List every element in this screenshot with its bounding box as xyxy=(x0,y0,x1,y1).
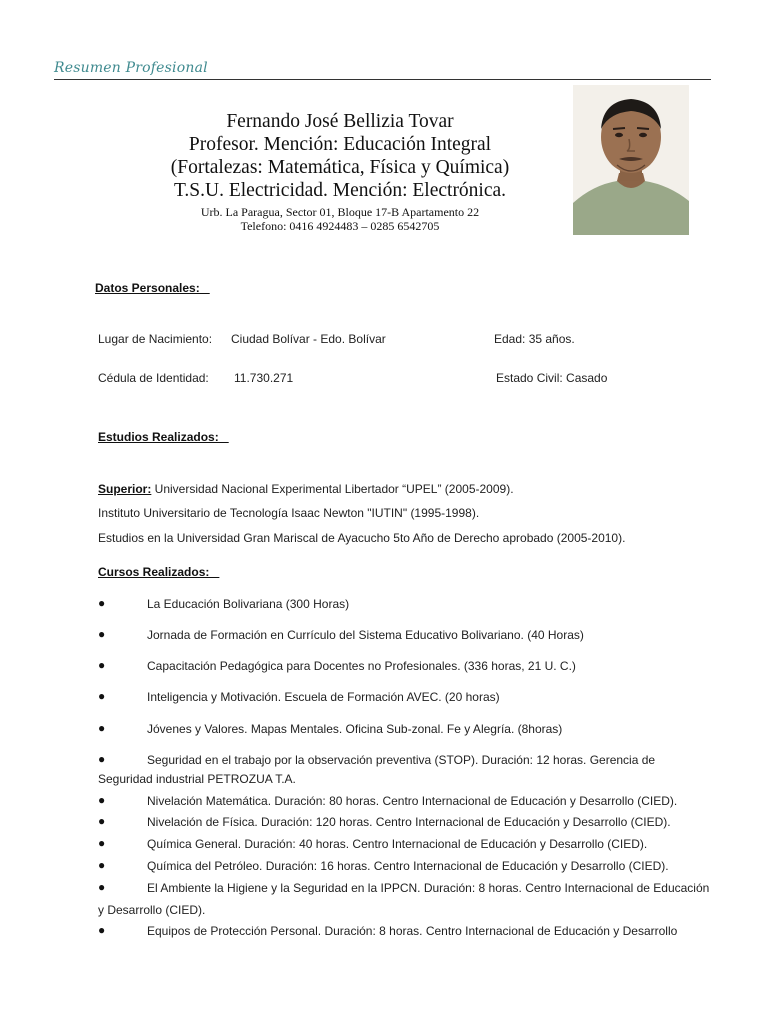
strengths-line: (Fortalezas: Matemática, Física y Química) xyxy=(170,157,510,178)
bullet-icon: ● xyxy=(98,752,106,766)
phone-line: Telefono: 0416 4924483 – 0285 6542705 xyxy=(240,219,440,233)
course-item: Jóvenes y Valores. Mapas Mentales. Oficina Sub-zonal. Fe y Alegría. (8horas) xyxy=(147,722,563,736)
portrait-image xyxy=(573,85,689,235)
course-item: Nivelación Matemática. Duración: 80 horas. Centro Internacional de Educación y Desarrollo (CIED). xyxy=(147,794,678,808)
course-item: Química del Petróleo. Duración: 16 horas. Centro Internacional de Educación y Desarrollo (CIED). xyxy=(147,859,669,873)
bullet-icon: ● xyxy=(98,858,106,872)
course-item: Jornada de Formación en Currículo del Sistema Educativo Bolivariano. (40 Horas) xyxy=(147,628,584,642)
bullet-icon: ● xyxy=(98,627,106,641)
civil-status: Estado Civil: Casado xyxy=(496,371,608,385)
bullet-icon: ● xyxy=(98,880,106,894)
bullet-icon: ● xyxy=(98,923,106,937)
course-item: La Educación Bolivariana (300 Horas) xyxy=(147,597,350,611)
bullet-icon: ● xyxy=(98,836,106,850)
bullet-icon: ● xyxy=(98,793,106,807)
study-ugma: Estudios en la Universidad Gran Mariscal de Ayacucho 5to Año de Derecho aprobado (2005-2010). xyxy=(98,531,626,545)
bullet-icon: ● xyxy=(98,814,106,828)
course-item-continued: Seguridad industrial PETROZUA T.A. xyxy=(98,772,296,786)
course-item: Capacitación Pedagógica para Docentes no Profesionales. (336 horas, 21 U. C.) xyxy=(147,659,576,673)
age-value: Edad: 35 años. xyxy=(494,332,575,346)
studies-heading: Estudios Realizados: xyxy=(98,430,229,444)
study-iutin: Instituto Universitario de Tecnología Isaac Newton "IUTIN" (1995-1998). xyxy=(98,506,480,520)
candidate-name: Fernando José Bellizia Tovar xyxy=(226,111,454,132)
course-item: Química General. Duración: 40 horas. Centro Internacional de Educación y Desarrollo (CIED). xyxy=(147,837,648,851)
id-label: Cédula de Identidad: xyxy=(98,371,209,385)
courses-heading: Cursos Realizados: xyxy=(98,565,220,579)
course-item: El Ambiente la Higiene y la Seguridad en la IPPCN. Duración: 8 horas. Centro Internacional de Educación xyxy=(147,881,710,895)
study-superior xyxy=(98,482,514,496)
profile-photo xyxy=(573,85,689,235)
superior-label: Superior: xyxy=(98,482,152,496)
course-item: Equipos de Protección Personal. Duración: 8 horas. Centro Internacional de Educación y Desarrollo xyxy=(147,924,678,938)
course-item: Seguridad en el trabajo por la observación preventiva (STOP). Duración: 12 horas. Gerencia de xyxy=(147,753,656,767)
personal-data-heading: Datos Personales: xyxy=(95,281,210,295)
profession-title: Profesor. Mención: Educación Integral xyxy=(188,134,492,155)
tsu-line: T.S.U. Electricidad. Mención: Electrónica. xyxy=(173,180,507,201)
superior-text: Universidad Nacional Experimental Libertador “UPEL” (2005-2009). xyxy=(151,482,514,496)
bullet-icon: ● xyxy=(98,596,106,610)
bullet-icon: ● xyxy=(98,721,106,735)
course-item: Nivelación de Física. Duración: 120 horas. Centro Internacional de Educación y Desarrollo (CIED). xyxy=(147,815,671,829)
course-item-continued: y Desarrollo (CIED). xyxy=(98,903,206,917)
id-value: 11.730.271 xyxy=(234,371,294,385)
running-title: Resumen Profesional xyxy=(54,60,208,76)
bullet-icon: ● xyxy=(98,658,106,672)
course-item: Inteligencia y Motivación. Escuela de Formación AVEC. (20 horas) xyxy=(147,690,500,704)
address-line: Urb. La Paragua, Sector 01, Bloque 17-B Apartamento 22 xyxy=(200,205,480,219)
header-rule xyxy=(54,79,711,80)
birthplace-label: Lugar de Nacimiento: xyxy=(98,332,213,346)
birthplace-value: Ciudad Bolívar - Edo. Bolívar xyxy=(231,332,386,346)
bullet-icon: ● xyxy=(98,689,106,703)
